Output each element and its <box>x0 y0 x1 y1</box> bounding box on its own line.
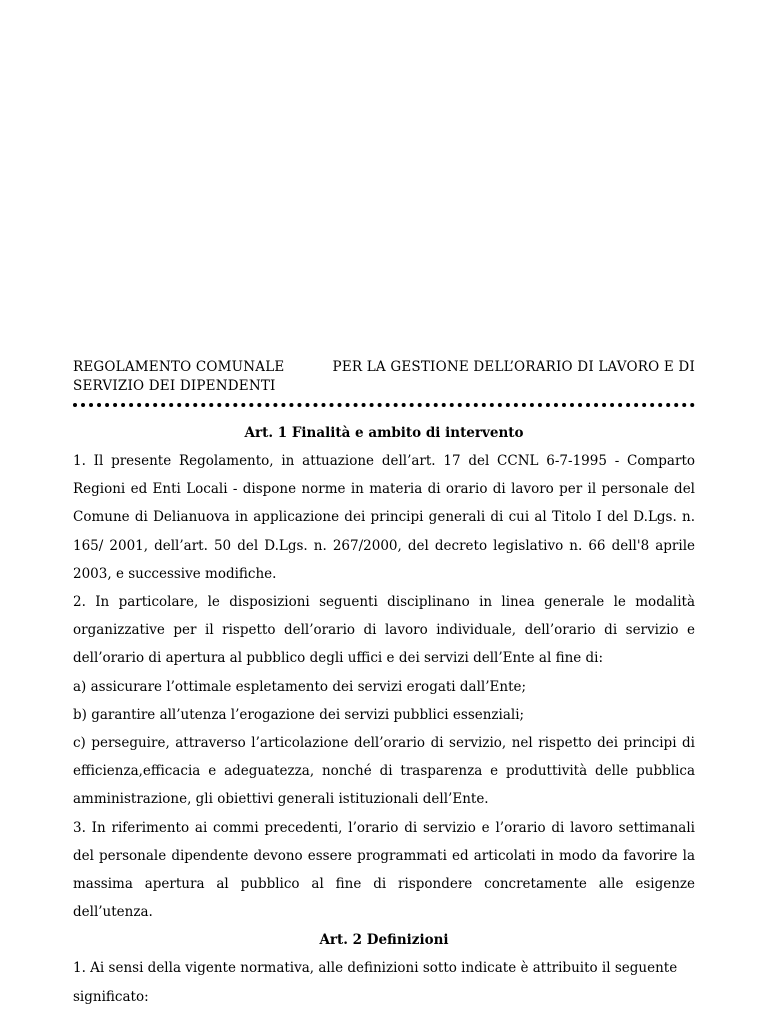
article-2-paragraph-1-line-2: significato: <box>73 988 149 1005</box>
document-title-right: PER LA GESTIONE DELL’ORARIO DI LAVORO E DI <box>332 359 695 375</box>
article-2-paragraph-1-line-1: 1. Ai sensi della vigente normativa, alle definizioni sotto indicate è attribuito il seguente <box>73 960 678 977</box>
article-1-heading: Art. 1 Finalità e ambito di intervento <box>244 425 524 441</box>
document-page <box>73 358 695 1011</box>
article-1-paragraph-2: 2. In particolare, le disposizioni seguenti disciplinano in linea generale le modalità organizzative per il rispetto dell’orario di lavoro individuale, dell’orario di servizio e dell’orario di apertura al pubblico degli uffici e dei servizi dell’Ente al fine di: <box>73 594 695 667</box>
document-title-line-2: SERVIZIO DEI DIPENDENTI <box>73 378 276 394</box>
article-1-item-b: b) garantire all’utenza l’erogazione dei servizi pubblici essenziali; <box>73 706 525 723</box>
article-2-heading: Art. 2 Definizioni <box>319 932 449 949</box>
article-1-paragraph-1: 1. Il presente Regolamento, in attuazione dell’art. 17 del CCNL 6-7-1995 - Comparto Regioni ed Enti Locali - dispone norme in materia di orario di lavoro per il personale del Comune di Delianuova in applicazione dei principi generali di cui al Titolo I del D.Lgs. n. 165/ 2001, dell’art. 50 del D.Lgs. n. 267/2000, del decreto legislativo n. 66 dell'8 aprile 2003, e successive modifiche. <box>73 453 695 582</box>
dotted-divider <box>73 403 695 407</box>
document-title-left: REGOLAMENTO COMUNALE <box>73 359 285 375</box>
article-1-item-a: a) assicurare l’ottimale espletamento dei servizi erogati dall’Ente; <box>73 678 527 695</box>
article-1-item-c: c) perseguire, attraverso l’articolazione dell’orario di servizio, nel rispetto dei principi di efficienza,efficacia e adeguatezza, nonché di trasparenza e produttività delle pubblica amministrazione, gli obiettivi generali istituzionali dell’Ente. <box>73 735 695 808</box>
document-title <box>73 358 695 396</box>
article-1-paragraph-3: 3. In riferimento ai commi precedenti, l’orario di servizio e l’orario di lavoro settimanali del personale dipendente devono essere programmati ed articolati in modo da favorire la massima apertura al pubblico al fine di rispondere concretamente alle esigenze dell’utenza. <box>73 819 695 921</box>
document-title-line-1 <box>73 358 695 377</box>
